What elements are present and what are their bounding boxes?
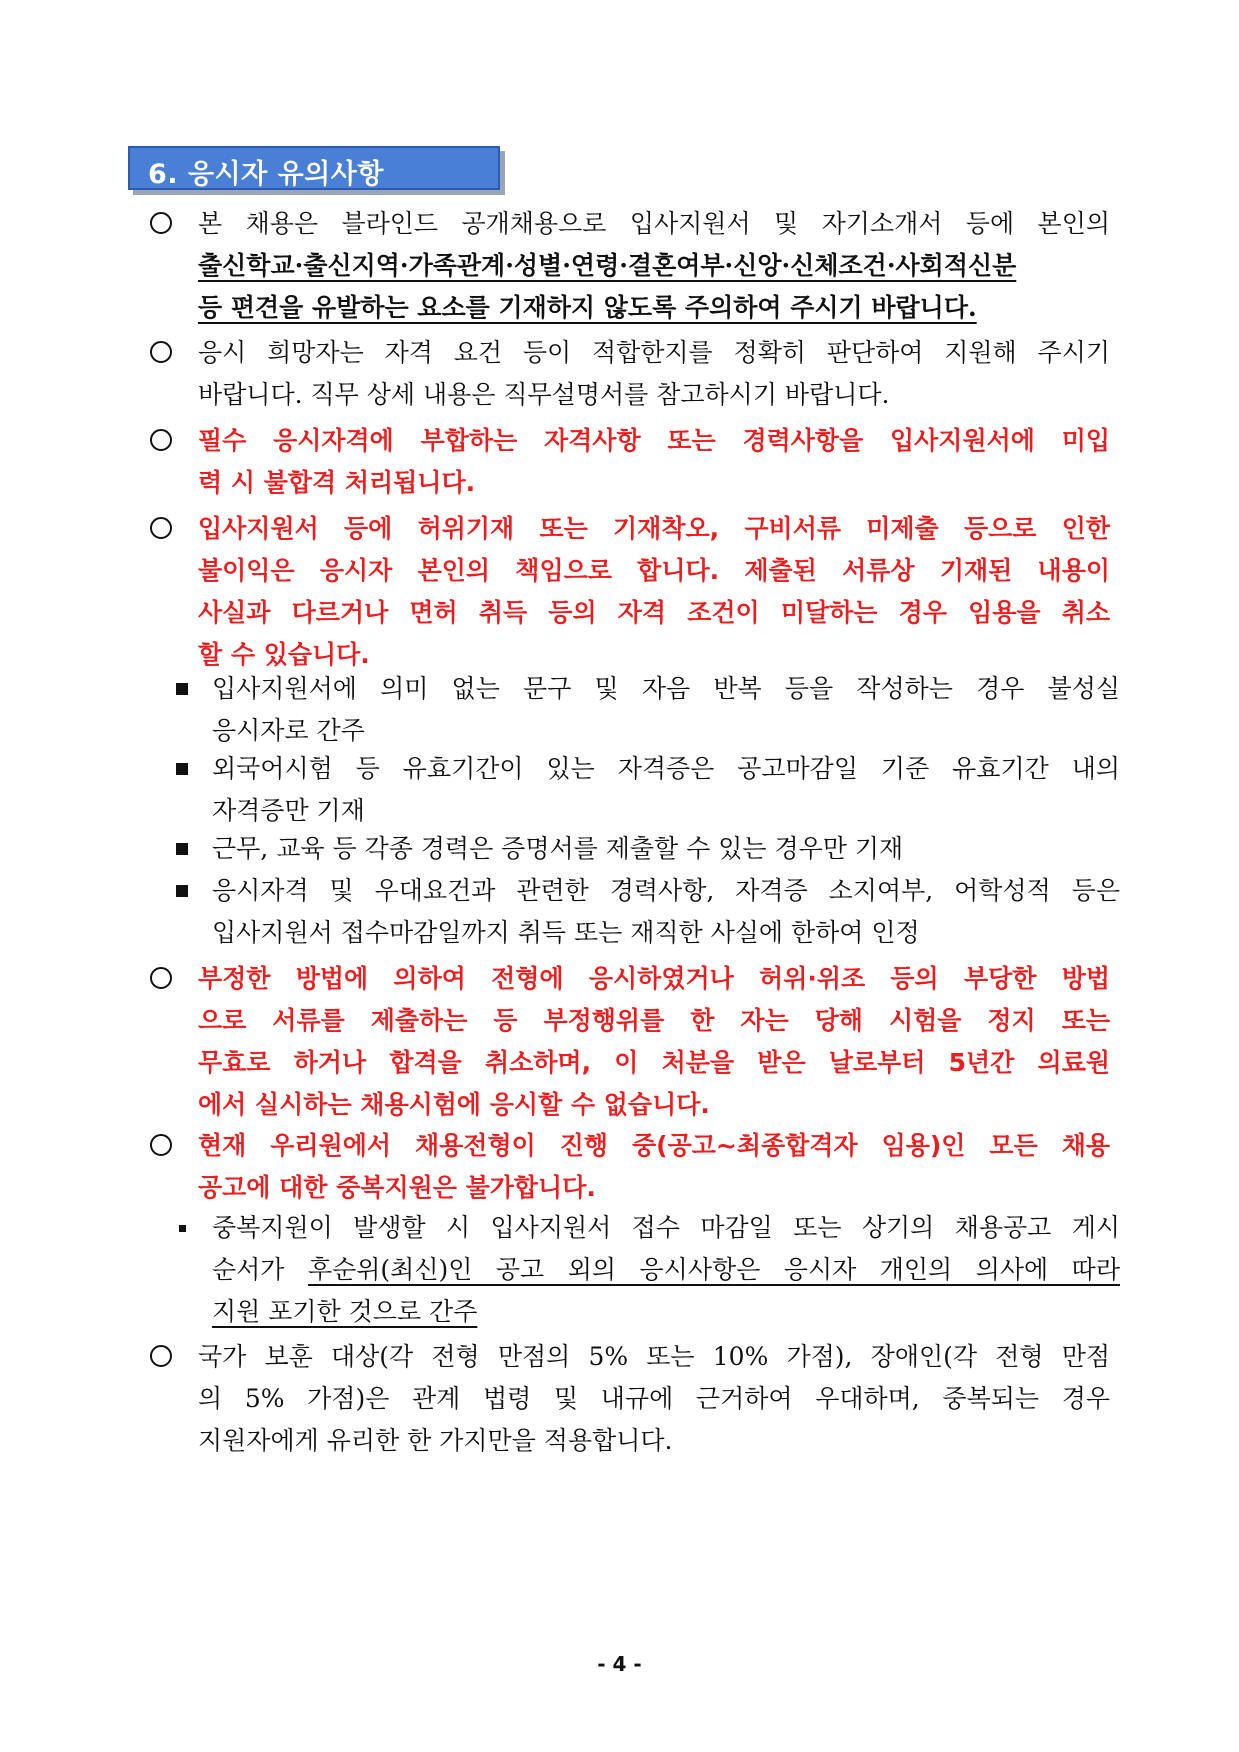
- dup-line-underlined: 후순위(최신)인 공고 외의 응시사항은 응시자 개인의 의사에 따라: [307, 1255, 1120, 1284]
- notice-line: 국가 보훈 대상(각 전형 만점의 5% 또는 10% 가점), 장애인(각 전형 만점: [198, 1342, 1110, 1371]
- circle-bullet-icon: [150, 967, 172, 989]
- section-title: 6. 응시자 유의사항: [148, 159, 384, 190]
- notice-line: 바랍니다. 직무 상세 내용은 직무설명서를 참고하시기 바랍니다.: [198, 380, 890, 409]
- dup-line-underlined: 지원 포기한 것으로 간주: [212, 1297, 478, 1326]
- notice-line: 의 5% 가점)은 관계 법령 및 내규에 근거하여 우대하며, 중복되는 경우: [198, 1384, 1110, 1413]
- notice-line: 등 편견을 유발하는 요소를 기재하지 않도록 주의하여 주시기 바랍니다.: [198, 293, 977, 322]
- section-header: [128, 146, 500, 190]
- circle-bullet-icon: [150, 341, 172, 363]
- notice-line: 지원자에게 유리한 한 가지만을 적용합니다.: [198, 1426, 673, 1455]
- notice-line: 본 채용은 블라인드 공개채용으로 입사지원서 및 자기소개서 등에 본인의: [198, 209, 1110, 238]
- notice-line: 력 시 불합격 처리됩니다.: [198, 468, 476, 497]
- sub-line: 근무, 교육 등 각종 경력은 증명서를 제출할 수 있는 경우만 기재: [212, 834, 904, 863]
- sub-line: 외국어시험 등 유효기간이 있는 자격증은 공고마감일 기준 유효기간 내의: [212, 754, 1120, 783]
- circle-bullet-icon: [150, 1134, 172, 1156]
- sub-line: 응시자로 간주: [212, 716, 365, 745]
- sub-line: 응시자격 및 우대요건과 관련한 경력사항, 자격증 소지여부, 어학성적 등은: [212, 876, 1120, 905]
- sub-line: 자격증만 기재: [212, 796, 365, 825]
- dup-line: 중복지원이 발생할 시 입사지원서 접수 마감일 또는 상기의 채용공고 게시: [212, 1213, 1120, 1242]
- notice-line: 필수 응시자격에 부합하는 자격사항 또는 경력사항을 입사지원서에 미입: [198, 426, 1110, 455]
- notice-line: 입사지원서 등에 허위기재 또는 기재착오, 구비서류 미제출 등으로 인한: [198, 514, 1110, 543]
- square-bullet-icon: [176, 683, 188, 695]
- notice-line: 사실과 다르거나 면허 취득 등의 자격 조건이 미달하는 경우 임용을 취소: [198, 598, 1110, 627]
- notice-line: 공고에 대한 중복지원은 불가합니다.: [198, 1173, 596, 1202]
- dup-line-start: 순서가: [212, 1255, 308, 1284]
- sub-line: 입사지원서 접수마감일까지 취득 또는 재직한 사실에 한하여 인정: [212, 918, 920, 947]
- small-square-bullet-icon: [179, 1225, 186, 1232]
- notice-line: 부정한 방법에 의하여 전형에 응시하였거나 허위·위조 등의 부당한 방법: [198, 964, 1110, 993]
- square-bullet-icon: [176, 843, 188, 855]
- notice-line: 무효로 하거나 합격을 취소하며, 이 처분을 받은 날로부터 5년간 의료원: [198, 1048, 1110, 1077]
- circle-bullet-icon: [150, 429, 172, 451]
- notice-line: 출신학교·출신지역·가족관계·성별·연령·결혼여부·신앙·신체조건·사회적신분: [198, 251, 1017, 280]
- notice-line: 할 수 있습니다.: [198, 640, 370, 669]
- sub-line: 입사지원서에 의미 없는 문구 및 자음 반복 등을 작성하는 경우 불성실: [212, 674, 1120, 703]
- circle-bullet-icon: [150, 517, 172, 539]
- notice-line: 으로 서류를 제출하는 등 부정행위를 한 자는 당해 시험을 정지 또는: [198, 1006, 1110, 1035]
- notice-line: 응시 희망자는 자격 요건 등이 적합한지를 정확히 판단하여 지원해 주시기: [198, 338, 1110, 367]
- notice-line: 불이익은 응시자 본인의 책임으로 합니다. 제출된 서류상 기재된 내용이: [198, 556, 1110, 585]
- square-bullet-icon: [176, 763, 188, 775]
- page-number: - 4 -: [597, 1652, 642, 1676]
- circle-bullet-icon: [150, 212, 172, 234]
- notice-line: 현재 우리원에서 채용전형이 진행 중(공고~최종합격자 임용)인 모든 채용: [198, 1131, 1110, 1160]
- notice-line: 에서 실시하는 채용시험에 응시할 수 없습니다.: [198, 1090, 710, 1119]
- square-bullet-icon: [176, 885, 188, 897]
- circle-bullet-icon: [150, 1345, 172, 1367]
